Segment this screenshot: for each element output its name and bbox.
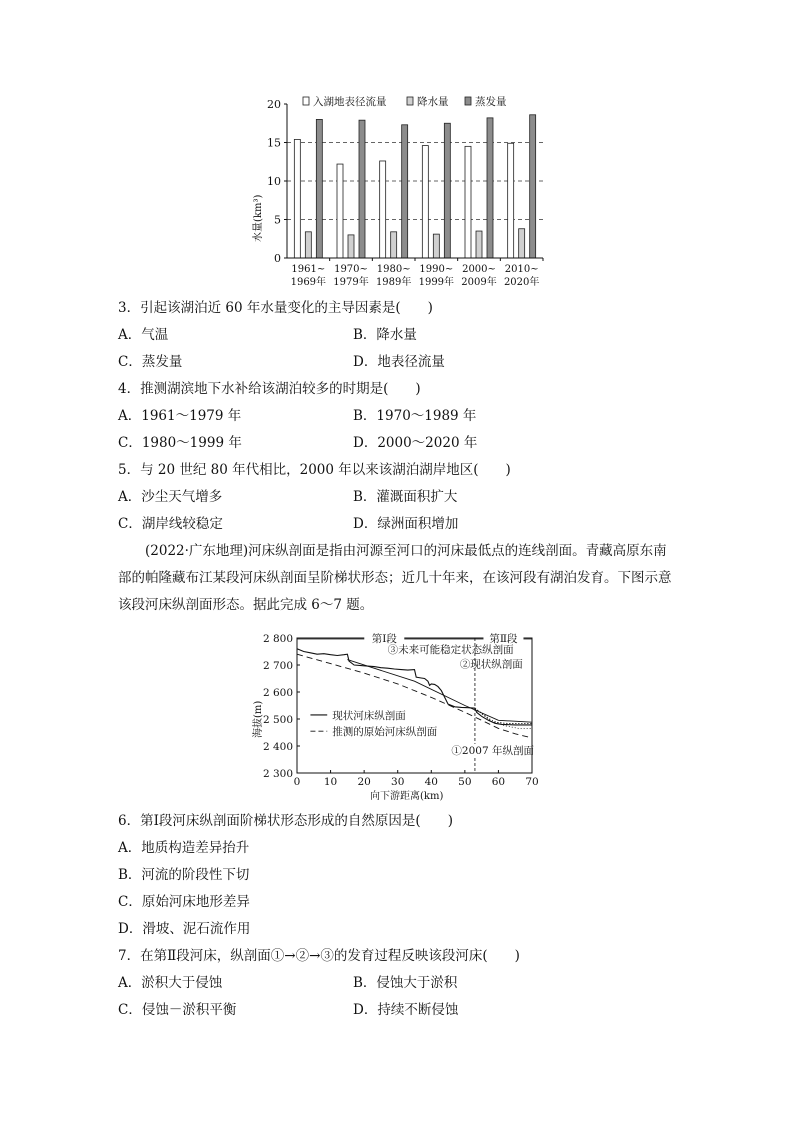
chart1-bar — [316, 119, 322, 258]
q4-option-a[interactable]: A．1961～1979 年 — [118, 408, 242, 424]
chart2-xtick-label: 70 — [525, 776, 539, 788]
chart2-xtick-label: 60 — [491, 776, 506, 788]
question-7-stem: 7．在第Ⅱ段河床，纵剖面①→②→③的发育过程反映该段河床( ) — [118, 948, 520, 964]
q4-option-c[interactable]: C．1980～1999 年 — [118, 435, 242, 451]
chart1-ytick-label: 10 — [267, 175, 281, 188]
q6-option-d[interactable]: D．滑坡、泥石流作用 — [118, 921, 251, 937]
chart1-xtick-label: 1979年 — [333, 277, 369, 288]
chart1-bars — [294, 115, 535, 258]
chart2-annotation-1: ①2007 年纵剖面 — [451, 744, 534, 757]
chart2-xtick-label: 0 — [293, 776, 301, 788]
chart1-xtick-label: 1970~ — [334, 264, 368, 275]
intro-text: (2022·广东地理)河床纵剖面是指由河源至河口的河床最低点的连线剖面。青藏高原东南部的帕隆藏布江某段河床纵剖面呈阶梯状形态；近几十年来，在该河段有湖泊发育。下图示意该段河床纵剖面形态。据此完成 6～7 题。 — [118, 543, 672, 613]
chart1-bar — [391, 232, 397, 258]
chart1-ytick-label: 5 — [274, 213, 281, 227]
q3-option-a[interactable]: A．气温 — [118, 327, 169, 343]
chart1-gridlines — [287, 143, 543, 220]
chart1-xtick-label: 2020年 — [503, 277, 540, 288]
chart1-bar — [476, 231, 482, 258]
chart1-bar — [337, 164, 343, 258]
chart1-ylabel: 水量(km³) — [253, 194, 264, 242]
chart2-legend-current-label: 现状河床纵剖面 — [332, 709, 406, 722]
chart1-bar — [444, 123, 450, 258]
chart1-bar — [348, 235, 354, 258]
chart1-bar — [359, 120, 365, 258]
q3-option-c[interactable]: C．蒸发量 — [118, 354, 183, 370]
question-4-stem: 4．推测湖滨地下水补给该湖泊较多的时期是( ) — [118, 381, 421, 397]
intro-paragraph — [118, 538, 678, 619]
chart1-bar — [402, 125, 408, 258]
chart2-xlabel: 向下游距离(km) — [370, 791, 444, 802]
chart1-xtick-label: 1980~ — [376, 264, 411, 275]
chart1-xtick-label: 1990~ — [419, 264, 454, 275]
chart1-xtick-label: 1969年 — [290, 277, 327, 288]
chart1-ytick-label: 15 — [267, 136, 281, 150]
chart2-ylabel: 海拔(m) — [253, 700, 264, 738]
q3-option-b[interactable]: B．降水量 — [353, 327, 417, 343]
chart1-bar — [508, 143, 514, 258]
q5-option-d[interactable]: D．绿洲面积增加 — [353, 516, 459, 532]
q6-option-b[interactable]: B．河流的阶段性下切 — [118, 867, 250, 883]
q5-option-b[interactable]: B．灌溉面积扩大 — [353, 489, 458, 505]
chart2-ytick-label: 2 700 — [262, 660, 293, 672]
q7-option-d[interactable]: D．持续不断侵蚀 — [353, 1002, 459, 1018]
chart2-legend-original-label: 推测的原始河床纵剖面 — [332, 726, 438, 739]
q3-option-d[interactable]: D．地表径流量 — [353, 354, 445, 370]
chart2-xtick-label: 40 — [424, 776, 438, 788]
q6-option-c[interactable]: C．原始河床地形差异 — [118, 894, 250, 910]
chart1-xtick-label: 2009年 — [461, 277, 497, 288]
chart2-annotation-2: ②现状纵剖面 — [459, 658, 523, 671]
chart1-bar — [433, 234, 439, 258]
chart1-bar — [380, 161, 386, 258]
chart1-ytick-label: 0 — [274, 252, 281, 265]
question-3-stem: 3．引起该湖泊近 60 年水量变化的主导因素是( ) — [118, 300, 433, 316]
q4-option-d[interactable]: D．2000～2020 年 — [353, 435, 478, 451]
chart1-xtick-label: 2000~ — [462, 264, 496, 275]
chart2-ytick-label: 2 600 — [262, 687, 293, 699]
chart1-legend-label: 入湖地表径流量 — [313, 96, 387, 108]
chart1-xtick-label: 1961~ — [291, 264, 326, 275]
chart1-bar — [294, 139, 300, 258]
water-volume-bar-chart — [245, 92, 555, 288]
chart2-xtick-label: 10 — [323, 776, 338, 788]
river-profile-chart — [250, 626, 550, 804]
chart2-xtick-label: 50 — [458, 776, 472, 788]
q4-option-b[interactable]: B．1970～1989 年 — [353, 408, 477, 424]
chart2-annotation-3: ③未来可能稳定状态纵剖面 — [387, 643, 514, 656]
chart2-ytick-label: 2 300 — [262, 768, 293, 780]
chart1-legend-swatch — [465, 97, 471, 105]
chart2-ytick-label: 2 800 — [262, 633, 293, 645]
chart1-legend-swatch — [407, 97, 413, 105]
question-5-stem: 5．与 20 世纪 80 年代相比，2000 年以来该湖泊湖岸地区( ) — [118, 462, 511, 478]
chart1-bar — [530, 115, 536, 258]
q5-option-a[interactable]: A．沙尘天气增多 — [118, 489, 223, 505]
chart1-bar — [519, 229, 525, 258]
question-6-stem: 6．第Ⅰ段河床纵剖面阶梯状形态形成的自然原因是( ) — [118, 813, 453, 829]
chart2-ytick-label: 2 500 — [262, 714, 293, 726]
chart1-xtick-label: 1999年 — [418, 277, 455, 288]
chart2-section1-label: 第Ⅰ段 — [371, 633, 397, 645]
q6-option-a[interactable]: A．地质构造差异抬升 — [118, 840, 250, 856]
chart1-legend-swatch — [303, 97, 309, 105]
q7-option-a[interactable]: A．淤积大于侵蚀 — [118, 975, 223, 991]
chart2-xtick-label: 30 — [391, 776, 405, 788]
chart2-xtick-label: 20 — [357, 776, 371, 788]
chart1-bar — [465, 146, 471, 258]
chart1-xtick-label: 1989年 — [375, 277, 412, 288]
chart1-ytick-label: 20 — [267, 98, 281, 111]
chart1-bar — [422, 146, 428, 258]
chart1-xtick-label: 2010~ — [504, 264, 539, 275]
chart2-ytick-label: 2 400 — [262, 741, 293, 753]
chart1-bar — [487, 118, 493, 258]
chart1-legend-label: 降水量 — [417, 96, 449, 108]
chart1-bar — [305, 232, 311, 258]
q7-option-c[interactable]: C．侵蚀－淤积平衡 — [118, 1002, 237, 1018]
chart2-annotations — [297, 632, 534, 773]
chart2-section2-label: 第Ⅱ段 — [489, 633, 518, 645]
q5-option-c[interactable]: C．湖岸线较稳定 — [118, 516, 223, 532]
chart1-legend-label: 蒸发量 — [475, 96, 507, 108]
chart1-legend — [303, 95, 507, 108]
q7-option-b[interactable]: B．侵蚀大于淤积 — [353, 975, 458, 991]
